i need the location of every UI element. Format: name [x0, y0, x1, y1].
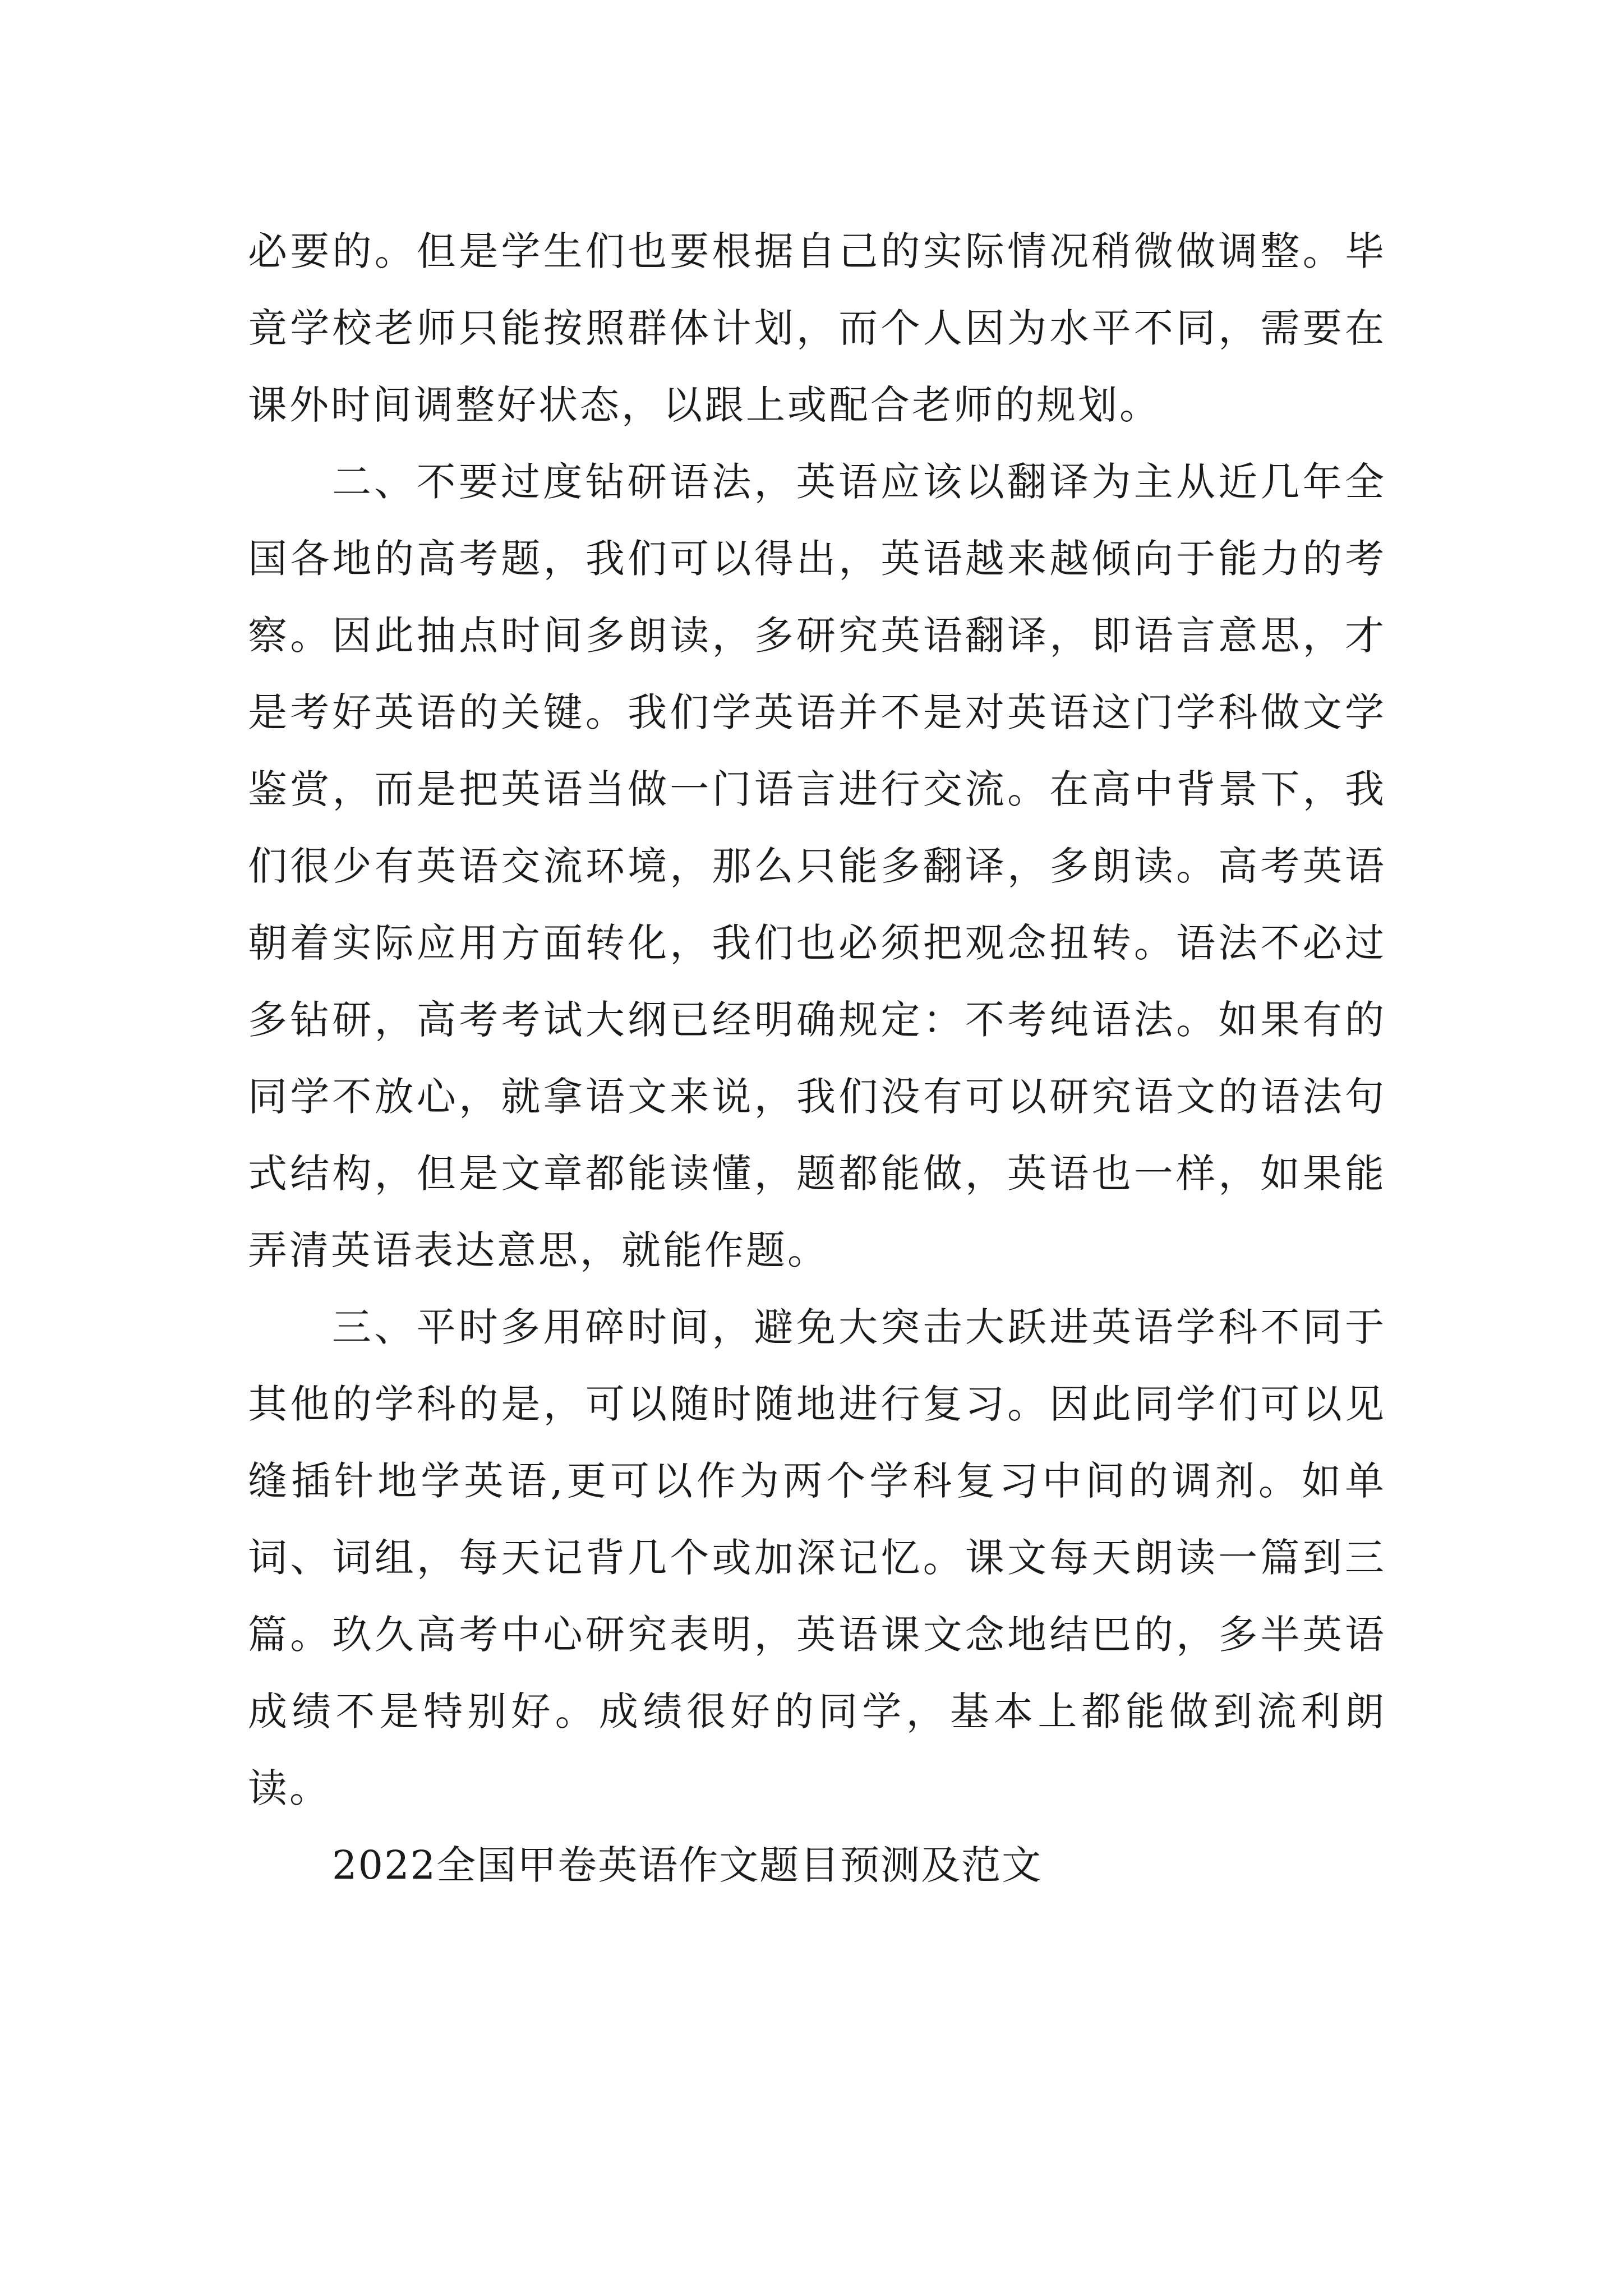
paragraph-2: 二、不要过度钻研语法，英语应该以翻译为主从近几年全国各地的高考题，我们可以得出，英语越来越倾向于能力的考察。因此抽点时间多朗读，多研究英语翻译，即语言意思，才是考好英语的关键。我们学英语并不是对英语这门学科做文学鉴赏，而是把英语当做一门语言进行交流。在高中背景下，我们很少有英语交流环境，那么只能多翻译，多朗读。高考英语朝着实际应用方面转化，我们也必须把观念扭转。语法不必过多钻研，高考考试大纲已经明确规定：不考纯语法。如果有的同学不放心，就拿语文来说，我们没有可以研究语文的语法句式结构，但是文章都能读懂，题都能做，英语也一样，如果能弄清英语表达意思，就能作题。	[248, 459, 1386, 1273]
paragraph-1: 必要的。但是学生们也要根据自己的实际情况稍微做调整。毕竟学校老师只能按照群体计划，而个人因为水平不同，需要在课外时间调整好状态，以跟上或配合老师的规划。	[248, 228, 1386, 428]
paragraph-3: 三、平时多用碎时间，避免大突击大跃进英语学科不同于其他的学科的是，可以随时随地进行复习。因此同学们可以见缝插针地学英语,更可以作为两个学科复习中间的调剂。如单词、词组，每天记背几个或加深记忆。课文每天朗读一篇到三篇。玖久高考中心研究表明，英语课文念地结巴的，多半英语成绩不是特别好。成绩很好的同学，基本上都能做到流利朗读。	[248, 1304, 1386, 1811]
section-heading: 2022全国甲卷英语作文题目预测及范文	[332, 1842, 1043, 1888]
document-body	[248, 213, 1386, 1904]
